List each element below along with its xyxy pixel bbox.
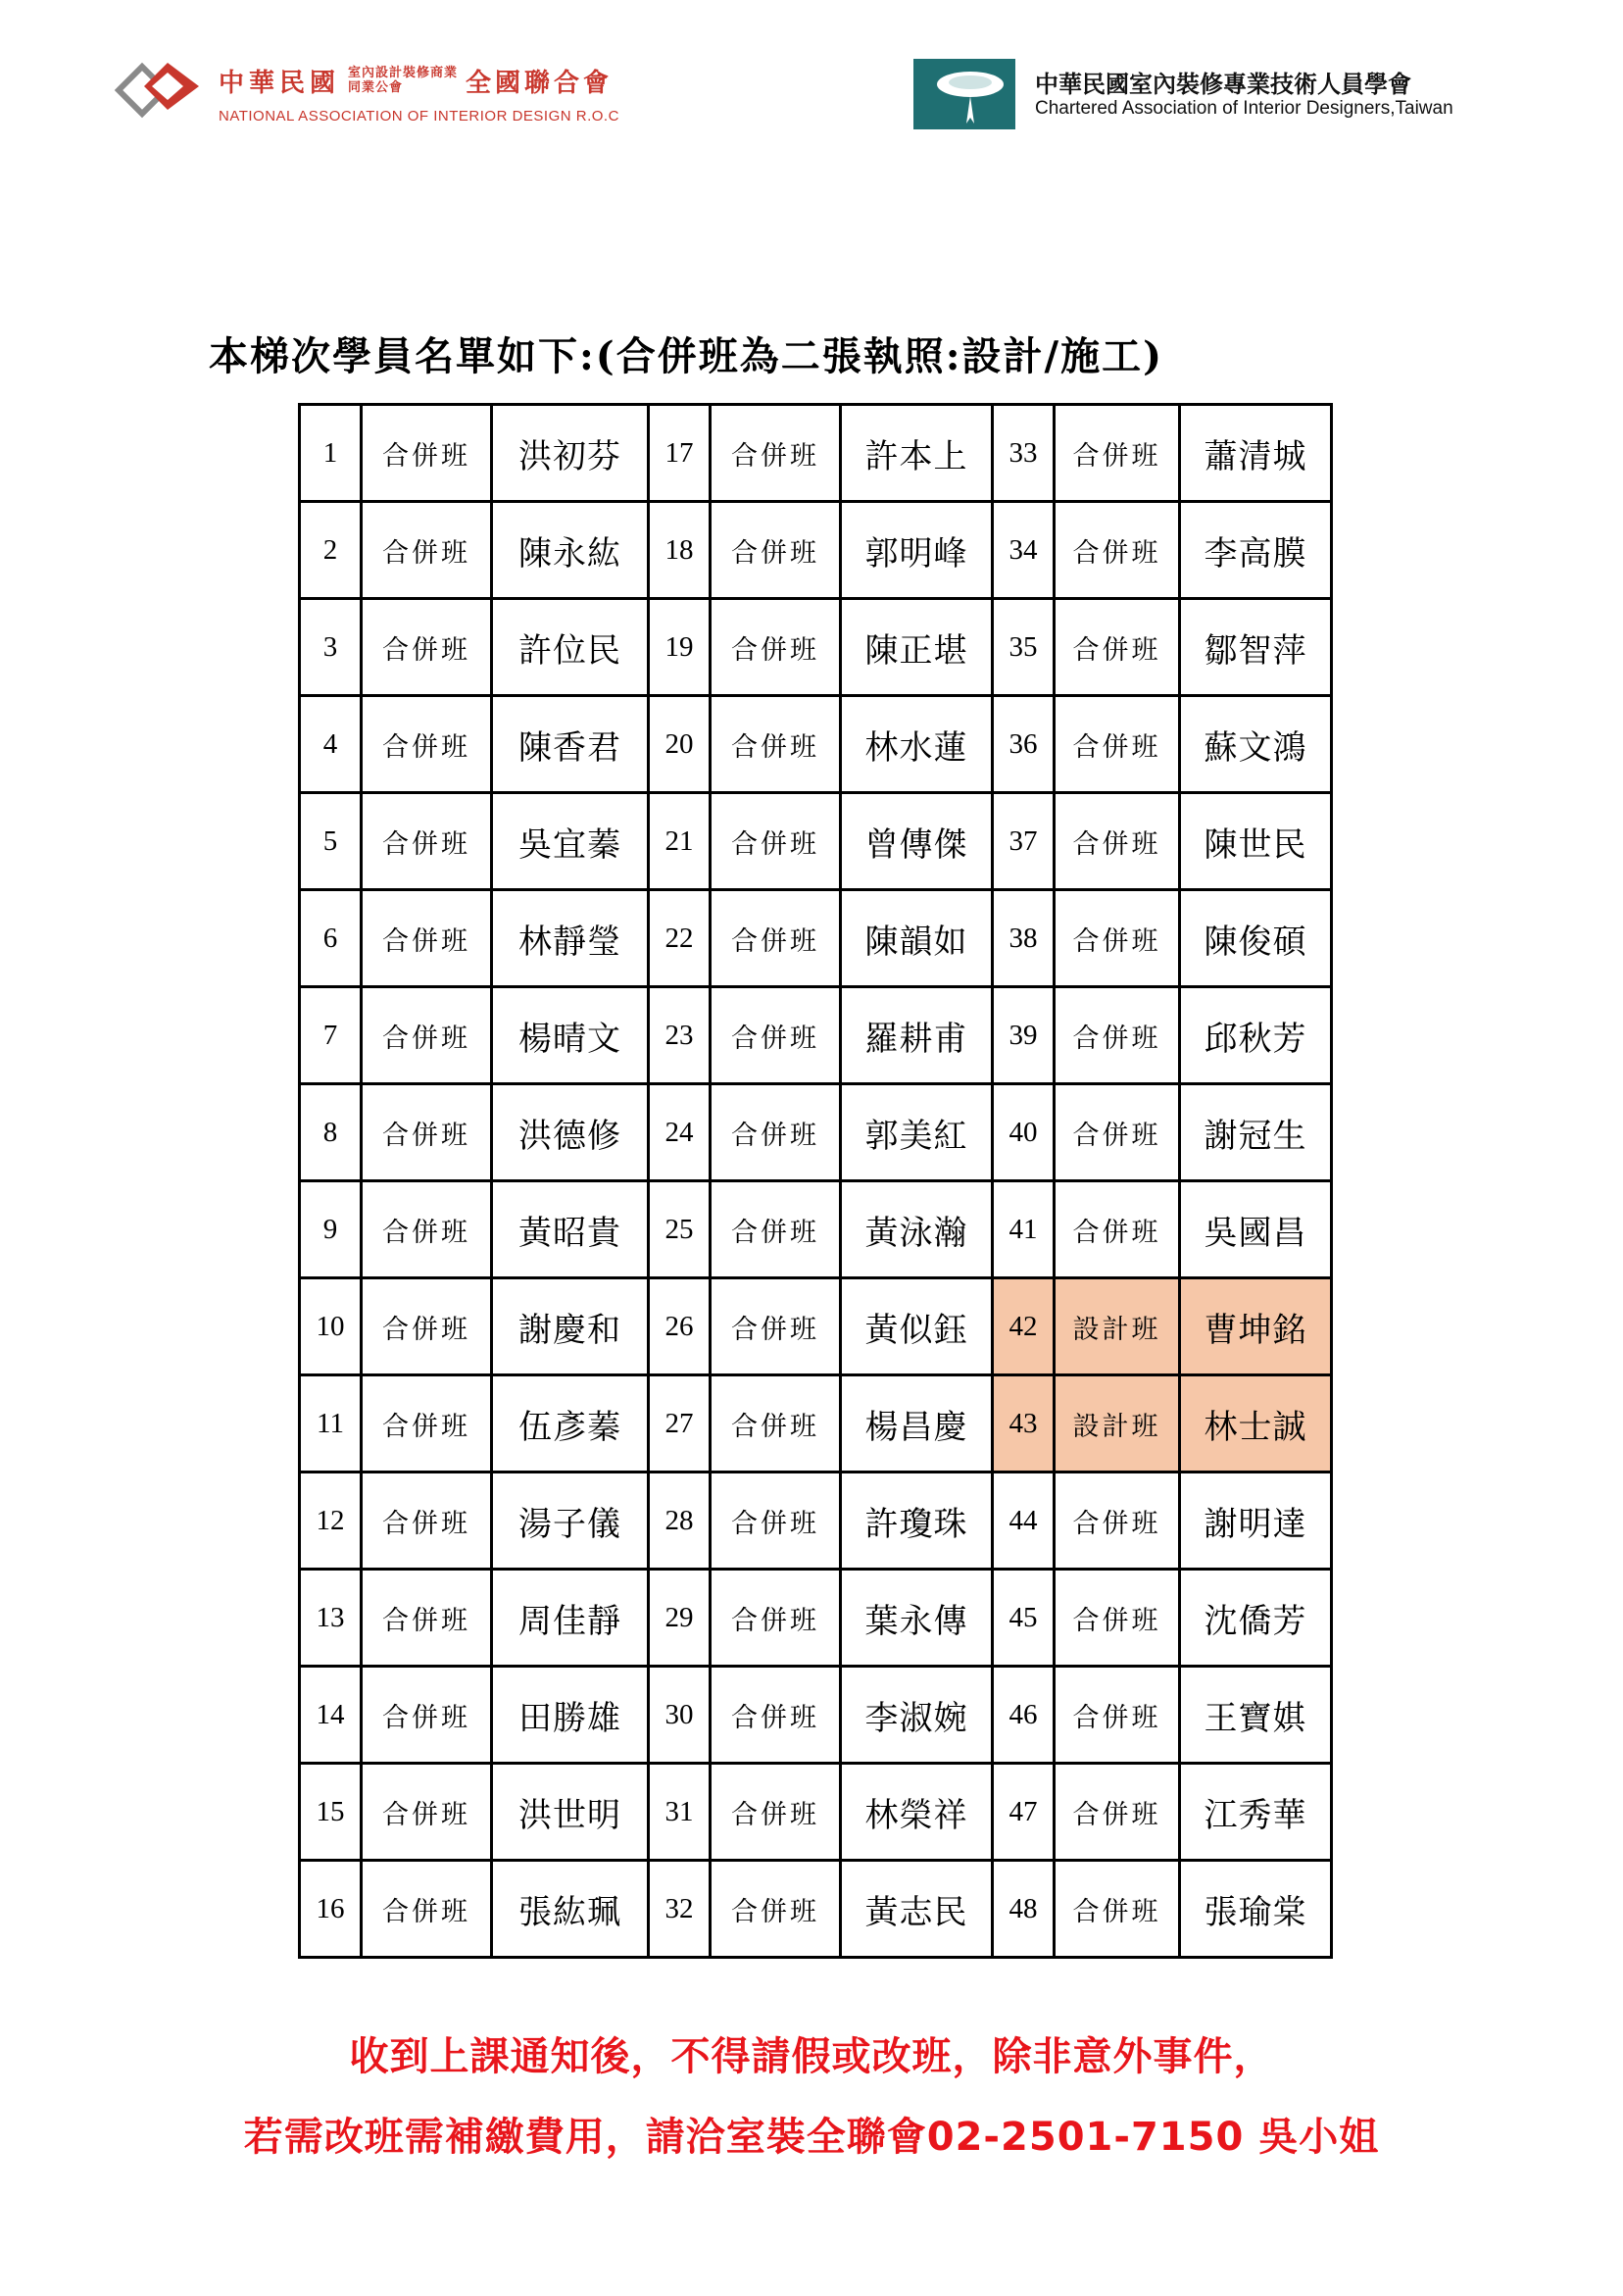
class-type-cell: 合併班 bbox=[1055, 793, 1180, 890]
table-row bbox=[300, 793, 1332, 890]
student-number-cell: 47 bbox=[993, 1764, 1055, 1861]
student-number-cell: 29 bbox=[649, 1570, 711, 1667]
student-name-cell: 江秀華 bbox=[1180, 1764, 1332, 1861]
class-type-cell: 設計班 bbox=[1055, 1375, 1180, 1472]
student-number-cell: 35 bbox=[993, 599, 1055, 696]
student-name-cell: 蕭清城 bbox=[1180, 405, 1332, 502]
student-number-cell: 40 bbox=[993, 1084, 1055, 1181]
class-type-cell: 合併班 bbox=[1055, 1181, 1180, 1278]
student-number-cell: 39 bbox=[993, 987, 1055, 1084]
class-type-cell: 合併班 bbox=[362, 1472, 492, 1570]
class-type-cell: 合併班 bbox=[362, 1181, 492, 1278]
table-row bbox=[300, 405, 1332, 502]
student-name-cell: 田勝雄 bbox=[492, 1667, 649, 1764]
student-number-cell: 41 bbox=[993, 1181, 1055, 1278]
student-name-cell: 郭明峰 bbox=[841, 502, 993, 599]
class-type-cell: 合併班 bbox=[362, 696, 492, 793]
class-type-cell: 合併班 bbox=[1055, 890, 1180, 987]
class-type-cell: 合併班 bbox=[711, 1278, 841, 1375]
student-name-cell: 洪德修 bbox=[492, 1084, 649, 1181]
class-type-cell: 合併班 bbox=[711, 1472, 841, 1570]
student-number-cell: 1 bbox=[300, 405, 362, 502]
student-name-cell: 周佳靜 bbox=[492, 1570, 649, 1667]
student-number-cell: 21 bbox=[649, 793, 711, 890]
student-number-cell: 13 bbox=[300, 1570, 362, 1667]
class-type-cell: 合併班 bbox=[711, 599, 841, 696]
student-number-cell: 34 bbox=[993, 502, 1055, 599]
table-row bbox=[300, 1084, 1332, 1181]
student-name-cell: 陳香君 bbox=[492, 696, 649, 793]
table-row bbox=[300, 599, 1332, 696]
table-row bbox=[300, 502, 1332, 599]
student-name-cell: 謝慶和 bbox=[492, 1278, 649, 1375]
student-number-cell: 48 bbox=[993, 1861, 1055, 1958]
student-number-cell: 17 bbox=[649, 405, 711, 502]
class-type-cell: 合併班 bbox=[711, 793, 841, 890]
student-name-cell: 陳正堪 bbox=[841, 599, 993, 696]
student-number-cell: 6 bbox=[300, 890, 362, 987]
student-number-cell: 20 bbox=[649, 696, 711, 793]
student-name-cell: 張紘珮 bbox=[492, 1861, 649, 1958]
student-number-cell: 22 bbox=[649, 890, 711, 987]
student-name-cell: 許本上 bbox=[841, 405, 993, 502]
class-type-cell: 合併班 bbox=[362, 405, 492, 502]
student-name-cell: 張瑜棠 bbox=[1180, 1861, 1332, 1958]
student-number-cell: 30 bbox=[649, 1667, 711, 1764]
class-type-cell: 合併班 bbox=[711, 1764, 841, 1861]
student-number-cell: 45 bbox=[993, 1570, 1055, 1667]
logo-english-name: NATIONAL ASSOCIATION OF INTERIOR DESIGN R.O.C bbox=[219, 108, 619, 125]
notice-line-2: 若需改班需補繳費用，請洽室裝全聯會02-2501-7150 吳小姐 bbox=[243, 2115, 1380, 2160]
logo-name-part-2: 全國聯合會 bbox=[466, 68, 614, 98]
student-number-cell: 31 bbox=[649, 1764, 711, 1861]
class-type-cell: 合併班 bbox=[711, 405, 841, 502]
table-row bbox=[300, 1764, 1332, 1861]
class-type-cell: 合併班 bbox=[1055, 599, 1180, 696]
student-number-cell: 25 bbox=[649, 1181, 711, 1278]
student-number-cell: 32 bbox=[649, 1861, 711, 1958]
student-number-cell: 23 bbox=[649, 987, 711, 1084]
student-name-cell: 郭美紅 bbox=[841, 1084, 993, 1181]
student-name-cell: 黃似鈺 bbox=[841, 1278, 993, 1375]
student-name-cell: 林靜瑩 bbox=[492, 890, 649, 987]
class-type-cell: 合併班 bbox=[711, 1861, 841, 1958]
class-type-cell: 合併班 bbox=[711, 1084, 841, 1181]
class-type-cell: 合併班 bbox=[362, 1861, 492, 1958]
class-type-cell: 合併班 bbox=[1055, 1472, 1180, 1570]
page-title: 本梯次學員名單如下:(合併班為二張執照:設計/施工) bbox=[209, 333, 1163, 379]
student-number-cell: 7 bbox=[300, 987, 362, 1084]
student-name-cell: 楊晴文 bbox=[492, 987, 649, 1084]
student-number-cell: 38 bbox=[993, 890, 1055, 987]
class-type-cell: 合併班 bbox=[711, 502, 841, 599]
class-type-cell: 合併班 bbox=[362, 1667, 492, 1764]
student-number-cell: 19 bbox=[649, 599, 711, 696]
student-name-cell: 黃志民 bbox=[841, 1861, 993, 1958]
student-number-cell: 28 bbox=[649, 1472, 711, 1570]
class-type-cell: 合併班 bbox=[362, 1278, 492, 1375]
student-name-cell: 謝明達 bbox=[1180, 1472, 1332, 1570]
class-type-cell: 合併班 bbox=[711, 1181, 841, 1278]
student-number-cell: 10 bbox=[300, 1278, 362, 1375]
chartered-association-logo bbox=[913, 57, 1521, 131]
student-name-cell: 曹坤銘 bbox=[1180, 1278, 1332, 1375]
student-name-cell: 黃泳瀚 bbox=[841, 1181, 993, 1278]
student-name-cell: 許位民 bbox=[492, 599, 649, 696]
notice-line-1: 收到上課通知後，不得請假或改班，除非意外事件， bbox=[349, 2034, 1274, 2079]
class-type-cell: 合併班 bbox=[1055, 987, 1180, 1084]
student-name-cell: 邱秋芳 bbox=[1180, 987, 1332, 1084]
class-type-cell: 合併班 bbox=[1055, 1570, 1180, 1667]
student-number-cell: 8 bbox=[300, 1084, 362, 1181]
table-row bbox=[300, 696, 1332, 793]
student-name-cell: 吳宜蓁 bbox=[492, 793, 649, 890]
table-row bbox=[300, 1181, 1332, 1278]
student-name-cell: 沈僑芳 bbox=[1180, 1570, 1332, 1667]
logo-name-part-1: 中華民國 bbox=[219, 68, 341, 98]
class-type-cell: 合併班 bbox=[362, 1084, 492, 1181]
student-number-cell: 27 bbox=[649, 1375, 711, 1472]
student-name-cell: 黃昭貴 bbox=[492, 1181, 649, 1278]
class-type-cell: 合併班 bbox=[362, 793, 492, 890]
class-type-cell: 合併班 bbox=[362, 1570, 492, 1667]
class-type-cell: 合併班 bbox=[1055, 1861, 1180, 1958]
national-association-logo bbox=[113, 55, 701, 133]
student-name-cell: 陳俊碩 bbox=[1180, 890, 1332, 987]
class-type-cell: 合併班 bbox=[362, 987, 492, 1084]
class-type-cell: 合併班 bbox=[1055, 1667, 1180, 1764]
student-number-cell: 2 bbox=[300, 502, 362, 599]
student-name-cell: 伍彥蓁 bbox=[492, 1375, 649, 1472]
class-type-cell: 合併班 bbox=[1055, 405, 1180, 502]
student-name-cell: 林榮祥 bbox=[841, 1764, 993, 1861]
student-number-cell: 12 bbox=[300, 1472, 362, 1570]
student-roster-table bbox=[298, 403, 1333, 1959]
table-row bbox=[300, 1375, 1332, 1472]
class-type-cell: 合併班 bbox=[362, 502, 492, 599]
student-name-cell: 李高膜 bbox=[1180, 502, 1332, 599]
student-number-cell: 16 bbox=[300, 1861, 362, 1958]
student-name-cell: 鄒智萍 bbox=[1180, 599, 1332, 696]
class-type-cell: 合併班 bbox=[362, 1764, 492, 1861]
student-number-cell: 5 bbox=[300, 793, 362, 890]
logo-name-small: 室內設計裝修商業同業公會 bbox=[348, 66, 459, 95]
class-type-cell: 合併班 bbox=[362, 1375, 492, 1472]
student-number-cell: 9 bbox=[300, 1181, 362, 1278]
class-type-cell: 合併班 bbox=[711, 987, 841, 1084]
student-name-cell: 湯子儀 bbox=[492, 1472, 649, 1570]
table-row bbox=[300, 987, 1332, 1084]
student-number-cell: 24 bbox=[649, 1084, 711, 1181]
student-name-cell: 楊昌慶 bbox=[841, 1375, 993, 1472]
student-number-cell: 46 bbox=[993, 1667, 1055, 1764]
student-number-cell: 43 bbox=[993, 1375, 1055, 1472]
student-name-cell: 吳國昌 bbox=[1180, 1181, 1332, 1278]
student-name-cell: 謝冠生 bbox=[1180, 1084, 1332, 1181]
student-name-cell: 蘇文鴻 bbox=[1180, 696, 1332, 793]
class-type-cell: 合併班 bbox=[711, 1570, 841, 1667]
student-name-cell: 洪世明 bbox=[492, 1764, 649, 1861]
student-number-cell: 3 bbox=[300, 599, 362, 696]
class-type-cell: 合併班 bbox=[1055, 502, 1180, 599]
class-type-cell: 合併班 bbox=[711, 696, 841, 793]
class-type-cell: 合併班 bbox=[711, 1667, 841, 1764]
student-number-cell: 14 bbox=[300, 1667, 362, 1764]
class-type-cell: 合併班 bbox=[362, 599, 492, 696]
student-name-cell: 許瓊珠 bbox=[841, 1472, 993, 1570]
table-row bbox=[300, 1667, 1332, 1764]
student-name-cell: 陳韻如 bbox=[841, 890, 993, 987]
table-row bbox=[300, 1472, 1332, 1570]
student-number-cell: 44 bbox=[993, 1472, 1055, 1570]
diamond-logo-icon bbox=[113, 57, 203, 120]
class-type-cell: 合併班 bbox=[711, 1375, 841, 1472]
student-name-cell: 曾傳傑 bbox=[841, 793, 993, 890]
student-name-cell: 林水蓮 bbox=[841, 696, 993, 793]
class-type-cell: 合併班 bbox=[1055, 1764, 1180, 1861]
roster-body bbox=[300, 405, 1332, 1958]
student-number-cell: 37 bbox=[993, 793, 1055, 890]
student-number-cell: 33 bbox=[993, 405, 1055, 502]
student-number-cell: 15 bbox=[300, 1764, 362, 1861]
class-type-cell: 合併班 bbox=[711, 890, 841, 987]
class-type-cell: 設計班 bbox=[1055, 1278, 1180, 1375]
student-name-cell: 陳永紘 bbox=[492, 502, 649, 599]
student-number-cell: 26 bbox=[649, 1278, 711, 1375]
student-name-cell: 林士誠 bbox=[1180, 1375, 1332, 1472]
lamp-logo-icon bbox=[913, 59, 1015, 129]
student-name-cell: 王寶娸 bbox=[1180, 1667, 1332, 1764]
class-type-cell: 合併班 bbox=[362, 890, 492, 987]
student-name-cell: 洪初芬 bbox=[492, 405, 649, 502]
table-row bbox=[300, 1570, 1332, 1667]
logo-chinese-name bbox=[219, 61, 613, 100]
student-number-cell: 36 bbox=[993, 696, 1055, 793]
student-name-cell: 羅耕甫 bbox=[841, 987, 993, 1084]
table-row bbox=[300, 1278, 1332, 1375]
student-number-cell: 18 bbox=[649, 502, 711, 599]
student-name-cell: 李淑婉 bbox=[841, 1667, 993, 1764]
table-row bbox=[300, 890, 1332, 987]
table-row bbox=[300, 1861, 1332, 1958]
student-number-cell: 4 bbox=[300, 696, 362, 793]
right-logo-chinese-name: 中華民國室內裝修專業技術人員學會 bbox=[1035, 71, 1411, 98]
class-type-cell: 合併班 bbox=[1055, 696, 1180, 793]
student-number-cell: 42 bbox=[993, 1278, 1055, 1375]
right-logo-english-name: Chartered Association of Interior Designers,Taiwan bbox=[1035, 98, 1453, 119]
student-name-cell: 葉永傳 bbox=[841, 1570, 993, 1667]
class-type-cell: 合併班 bbox=[1055, 1084, 1180, 1181]
student-name-cell: 陳世民 bbox=[1180, 793, 1332, 890]
student-number-cell: 11 bbox=[300, 1375, 362, 1472]
